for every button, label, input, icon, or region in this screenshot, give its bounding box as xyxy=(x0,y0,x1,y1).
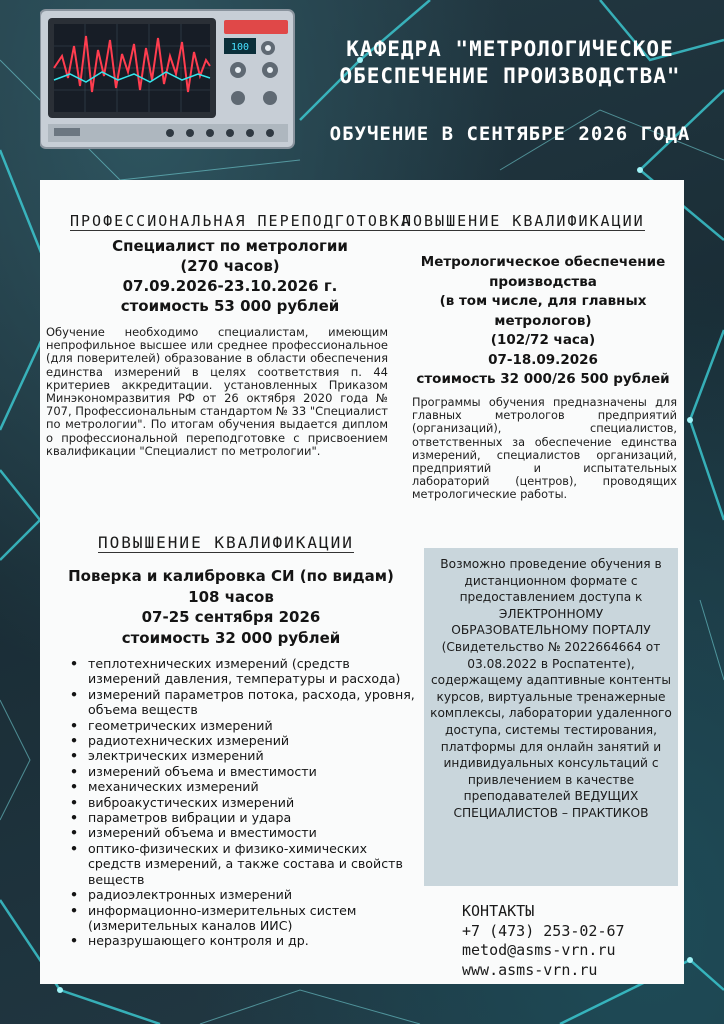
list-item: • радиоэлектронных измерений xyxy=(70,887,420,902)
verification-price: стоимость 32 000 рублей xyxy=(121,628,341,647)
device-display-readout: 100 xyxy=(230,42,250,53)
list-item: • виброакустических измерений xyxy=(70,795,420,810)
training-period-subtitle: ОБУЧЕНИЕ В СЕНТЯБРЕ 2026 ГОДА xyxy=(329,123,691,145)
list-item: • теплотехнических измерений (средств измерений давления, температуры и расхода) xyxy=(70,656,420,687)
list-item: • измерений объема и вместимости xyxy=(70,825,420,840)
retraining-dates: 07.09.2026-23.10.2026 г. xyxy=(122,277,338,295)
list-item: • механических измерений xyxy=(70,779,420,794)
retraining-description: Обучение необходимо специалистам, имеющим непрофильное высшее или среднее профессиональное (для поверителей) образование в области обеспечения единства измерений в целях соответствия п. 44 критериев аккредитации. установленных Приказом Минэкономразвития РФ от 26 октября 2020 года № 707, Профессиональным стандартом № 33 "Специалист по метрологии". По итогам обучения выдается диплом о профессиональной переподготовке с присвоением квалификации "Специалист по метрологии". xyxy=(46,325,388,458)
retraining-price: стоимость 53 000 рублей xyxy=(120,297,340,315)
department-title xyxy=(325,36,695,90)
list-item: • радиотехнических измерений xyxy=(70,733,420,748)
list-item: • геометрических измерений xyxy=(70,718,420,733)
metrology-course-line2: производства xyxy=(489,273,597,290)
verification-dates: 07-25 сентября 2026 xyxy=(141,608,321,626)
contact-phone[interactable]: +7 (473) 253-02-67 xyxy=(462,921,625,940)
metrology-course-block xyxy=(404,253,682,390)
contact-email[interactable]: metod@asms-vrn.ru xyxy=(462,941,616,959)
retraining-hours: (270 часов) xyxy=(180,257,280,275)
measurement-types-list xyxy=(70,656,420,949)
retraining-course-block xyxy=(60,236,400,316)
online-learning-info-box xyxy=(424,548,678,886)
verification-course-block xyxy=(46,566,416,648)
qualification-heading-1-text: ПОВЫШЕНИЕ КВАЛИФИКАЦИИ xyxy=(402,212,645,230)
list-item: • оптико-физических и физико-химических средств измерений, а также состава и свойств веществ xyxy=(70,841,420,887)
retraining-heading-text: ПРОФЕССИОНАЛЬНАЯ ПЕРЕПОДГОТОВКА xyxy=(70,212,412,230)
metrology-price: стоимость 32 000/26 500 рублей xyxy=(416,371,670,387)
verification-hours: 108 часов xyxy=(188,587,274,606)
list-item: • измерений параметров потока, расхода, уровня, объема веществ xyxy=(70,687,420,718)
contacts-heading: КОНТАКТЫ xyxy=(462,902,535,920)
department-title-line1: КАФЕДРА "МЕТРОЛОГИЧЕСКОЕ xyxy=(346,37,674,61)
verification-course-title: Поверка и калибровка СИ (по видам) xyxy=(68,567,394,585)
list-item: • неразрушающего контроля и др. xyxy=(70,933,420,948)
retraining-heading xyxy=(70,212,412,230)
list-item: • параметров вибрации и удара xyxy=(70,810,420,825)
qualification-heading-2-text: ПОВЫШЕНИЕ КВАЛИФИКАЦИИ xyxy=(98,533,354,552)
list-item: • электрических измерений xyxy=(70,748,420,763)
qualification-heading-2 xyxy=(98,533,354,552)
qualification-heading-1 xyxy=(402,212,645,230)
metrology-description: Программы обучения предназначены для главных метрологов предприятий (организаций), специалистов, ответственных за обеспечение единства измерений, специалистов организаций, предприятий и испытательных лабораторий (центров), проводящих метрологические работы. xyxy=(412,396,677,502)
list-item: • измерений объема и вместимости xyxy=(70,764,420,779)
retraining-course-title: Специалист по метрологии xyxy=(112,237,348,255)
metrology-course-line3: (в том числе, для главных xyxy=(439,293,647,309)
oscilloscope-illustration xyxy=(40,6,298,156)
metrology-dates: 07-18.09.2026 xyxy=(488,351,598,368)
metrology-hours: (102/72 часа) xyxy=(490,332,596,348)
metrology-course-line4: метрологов) xyxy=(494,312,592,329)
contacts-block xyxy=(462,902,625,980)
list-item: • информационно-измерительных систем (измерительных каналов ИИС) xyxy=(70,903,420,934)
department-title-line2: ОБЕСПЕЧЕНИЕ ПРОИЗВОДСТВА" xyxy=(339,64,681,88)
metrology-course-line1: Метрологическое обеспечение xyxy=(420,254,666,270)
online-learning-text: Возможно проведение обучения в дистанционном формате с предоставлением доступа к ЭЛЕКТРОННОМУ ОБРАЗОВАТЕЛЬНОМУ ПОРТАЛУ (Свидетельство № 2022664664 от 03.08.2022 в Роспатенте), содержащему адаптивные контенты курсов, виртуальные тренажерные комплексы, лаборатории удаленного доступа, системы тестирования, платформы для онлайн занятий и индивидуальных консультаций с привлечением в качестве преподавателей ВЕДУЩИХ СПЕЦИАЛИСТОВ – ПРАКТИКОВ xyxy=(430,557,672,820)
contact-website[interactable]: www.asms-vrn.ru xyxy=(462,960,598,979)
